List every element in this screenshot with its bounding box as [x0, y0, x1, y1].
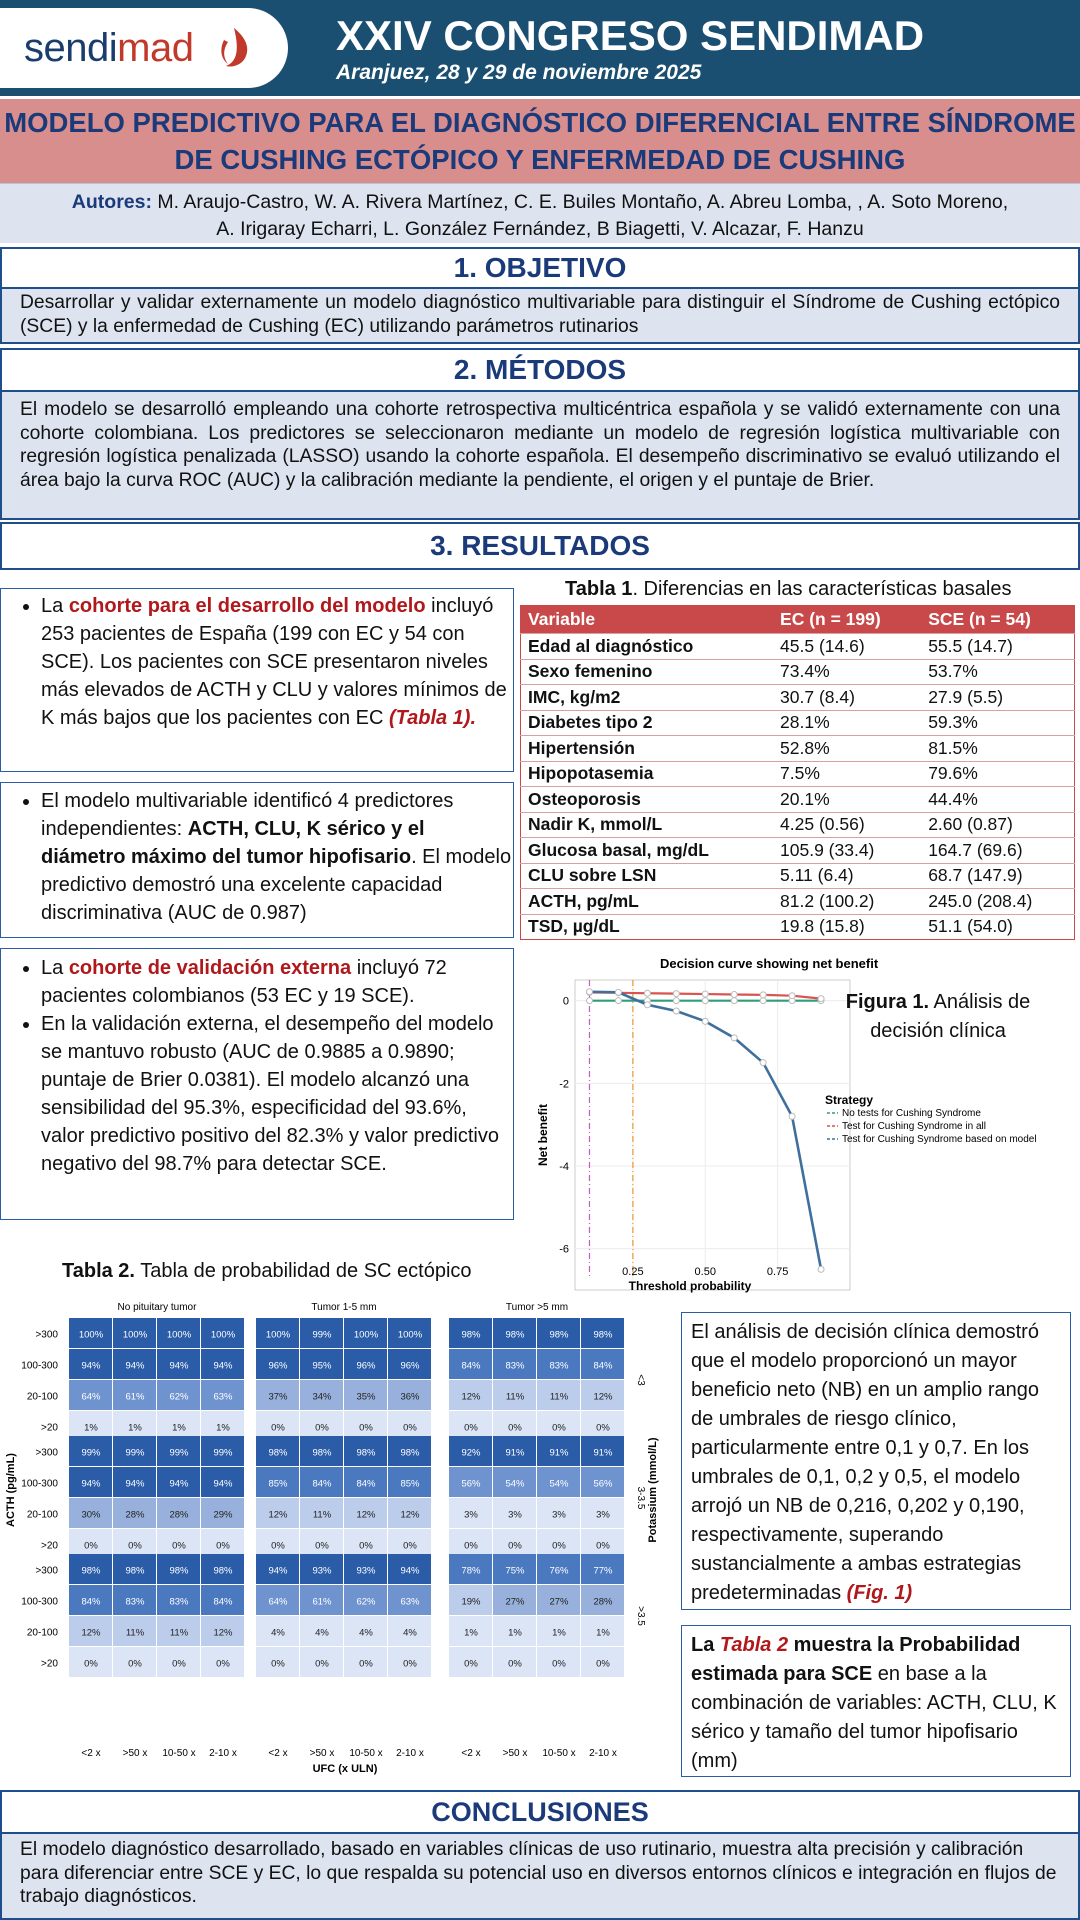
heatmap-value: 11%: [125, 1627, 145, 1639]
logo-text-part2: mad: [117, 26, 194, 70]
heatmap-value: 0%: [464, 1422, 478, 1434]
heatmap-value: 84%: [593, 1360, 613, 1372]
heatmap-value: 0%: [508, 1422, 522, 1434]
heatmap-value: 94%: [169, 1478, 189, 1490]
heatmap-value: 1%: [216, 1422, 230, 1434]
table1-row: [521, 710, 1075, 736]
table1-row: [521, 659, 1075, 685]
heatmap-value: 94%: [400, 1565, 420, 1577]
table1-header-row: [521, 606, 1075, 634]
data-point: [586, 998, 592, 1004]
heatmap-value: 3%: [596, 1509, 610, 1521]
table1-cell: 81.2 (100.2): [773, 889, 921, 915]
title-line-2: DE CUSHING ECTÓPICO Y ENFERMEDAD DE CUSHING: [174, 144, 906, 175]
heatmap-value: 0%: [552, 1658, 566, 1670]
data-point: [586, 989, 592, 995]
heatmap-value: 61%: [312, 1596, 332, 1608]
table1-cell: 164.7 (69.6): [921, 838, 1074, 864]
heatmap-value: 54%: [505, 1478, 525, 1490]
heatmap-value: 27%: [505, 1596, 525, 1608]
table1-cell: 55.5 (14.7): [921, 634, 1074, 660]
heatmap-value: 12%: [356, 1509, 376, 1521]
table1-row: [521, 736, 1075, 762]
data-point: [731, 998, 737, 1004]
table2-description: La Tabla 2 muestra la Probabilidad estimada para SCE en base a la combinación de variables: ACTH, CLU, K sérico y tamaño del tumor hipofisario (mm): [681, 1625, 1071, 1777]
table1-cell: CLU sobre LSN: [521, 863, 774, 889]
potassium-label: <3: [635, 1374, 646, 1386]
heatmap-value: 99%: [169, 1447, 189, 1459]
heatmap-value: 85%: [400, 1478, 420, 1490]
data-point: [760, 998, 766, 1004]
table1-cell: 28.1%: [773, 710, 921, 736]
congress-title: XXIV CONGRESO SENDIMAD: [336, 12, 925, 59]
probability-heatmap: [0, 1290, 660, 1780]
heatmap-value: 83%: [549, 1360, 569, 1372]
heatmap-value: 0%: [216, 1540, 230, 1552]
heatmap-right-axis-label: Potassium (mmol/L): [647, 1437, 659, 1543]
table1-row: [521, 914, 1075, 940]
heatmap-value: 1%: [128, 1422, 142, 1434]
table1-cell: 81.5%: [921, 736, 1074, 762]
data-point: [731, 991, 737, 997]
heatmap-value: 63%: [213, 1391, 233, 1403]
heatmap-value: 0%: [216, 1658, 230, 1670]
heatmap-value: 56%: [593, 1478, 613, 1490]
heatmap-value: 96%: [356, 1360, 376, 1372]
heatmap-value: 94%: [213, 1478, 233, 1490]
y-tick-label: -4: [559, 1161, 569, 1173]
heatmap-value: 0%: [464, 1540, 478, 1552]
heatmap-value: 12%: [213, 1627, 233, 1639]
y-tick-label: 0: [562, 995, 569, 1008]
heatmap-value: 94%: [81, 1478, 101, 1490]
heatmap-row-label: >20: [41, 1540, 58, 1552]
table1-cell: 68.7 (147.9): [921, 863, 1074, 889]
heatmap-value: 99%: [125, 1447, 145, 1459]
heatmap-value: 0%: [128, 1540, 142, 1552]
heatmap-x-axis-label: UFC (x ULN): [312, 1763, 378, 1775]
heatmap-value: 28%: [125, 1509, 145, 1521]
heatmap-value: 98%: [125, 1565, 145, 1577]
authors-line-1: M. Araujo-Castro, W. A. Rivera Martínez, C. E. Builes Montaño, A. Abreu Lomba, , A. Soto Moreno,: [151, 191, 1009, 213]
heatmap-row-label: 100-300: [21, 1478, 58, 1490]
conclusiones-text: El modelo diagnóstico desarrollado, basado en variables clínicas de uso rutinario, muestra alta precisión y calibración para diferenciar entre SCE y EC, lo que respalda su potencial uso en diversos entornos clínicos e integración en flujos de trabajo diagnósticos.: [0, 1834, 1080, 1920]
heatmap-col-label: >50 x: [122, 1748, 148, 1759]
table1-cell: 245.0 (208.4): [921, 889, 1074, 915]
poster-title: [0, 99, 1080, 183]
heatmap-value: 84%: [461, 1360, 481, 1372]
potassium-label: >3.5: [635, 1606, 646, 1626]
heatmap-value: 11%: [312, 1509, 332, 1521]
flame-logo-icon: [210, 24, 258, 72]
table1-cell: IMC, kg/m2: [521, 685, 774, 711]
heatmap-value: 0%: [508, 1658, 522, 1670]
heatmap-value: 0%: [84, 1658, 98, 1670]
data-point: [673, 1008, 679, 1014]
heatmap-value: 34%: [312, 1391, 332, 1403]
heatmap-value: 0%: [359, 1540, 373, 1552]
heatmap-value: 93%: [356, 1565, 376, 1577]
heatmap-col-label: 2-10 x: [209, 1748, 237, 1759]
congress-subtitle: Aranjuez, 28 y 29 de noviembre 2025: [336, 61, 702, 84]
heatmap-value: 0%: [315, 1658, 329, 1670]
x-tick-label: 0.50: [694, 1266, 716, 1278]
heatmap-value: 75%: [505, 1565, 525, 1577]
heatmap-value: 100%: [265, 1329, 291, 1341]
conclusiones-heading: CONCLUSIONES: [0, 1790, 1080, 1834]
heatmap-value: 30%: [81, 1509, 101, 1521]
heatmap-value: 19%: [461, 1596, 481, 1608]
heatmap-value: 96%: [400, 1360, 420, 1372]
heatmap-value: 91%: [505, 1447, 525, 1459]
heatmap-value: 0%: [172, 1540, 186, 1552]
table1-cell: ACTH, pg/mL: [521, 889, 774, 915]
table1-cell: Osteoporosis: [521, 787, 774, 813]
table1-cell: Diabetes tipo 2: [521, 710, 774, 736]
heatmap-value: 11%: [505, 1391, 525, 1403]
metodos-text: El modelo se desarrolló empleando una cohorte retrospectiva multicéntrica española y se validó externamente con una cohorte colombiana. Los predictores se seleccionaron mediante un modelo de regresión logística multivariable con regresión logística penalizada (LASSO) usando la cohorte española. El desempeño discriminativo se evaluó utilizando el área bajo la curva ROC (AUC) y la calibración mediante la pendiente, el origen y el puntaje de Brier.: [0, 392, 1080, 520]
objetivo-text: Desarrollar y validar externamente un modelo diagnóstico multivariable para distinguir el Síndrome de Cushing ectópico (SCE) y la enfermedad de Cushing (EC) utilizando parámetros rutinarios: [0, 289, 1080, 344]
heatmap-value: 0%: [552, 1422, 566, 1434]
heatmap-value: 4%: [403, 1627, 417, 1639]
table1-caption: Tabla 1. Diferencias en las características basales: [565, 578, 1012, 600]
table1-cell: 44.4%: [921, 787, 1074, 813]
heatmap-value: 0%: [596, 1658, 610, 1670]
heatmap-value: 0%: [464, 1658, 478, 1670]
heatmap-value: 1%: [596, 1627, 610, 1639]
heatmap-value: 64%: [268, 1596, 288, 1608]
resultados-heading: 3. RESULTADOS: [0, 522, 1080, 570]
heatmap-value: 92%: [461, 1447, 481, 1459]
data-point: [789, 1113, 795, 1119]
heatmap-value: 94%: [169, 1360, 189, 1372]
table1-cell: 73.4%: [773, 659, 921, 685]
result-bullet-3: • La cohorte de validación externa incluyó 72 pacientes colombianos (53 EC y 19 SCE).: [41, 954, 513, 1010]
heatmap-value: 0%: [271, 1658, 285, 1670]
table1-header: SCE (n = 54): [921, 606, 1074, 634]
heatmap-value: 12%: [400, 1509, 420, 1521]
heatmap-value: 0%: [403, 1422, 417, 1434]
heatmap-value: 0%: [315, 1540, 329, 1552]
heatmap-value: 100%: [78, 1329, 104, 1341]
heatmap-value: 4%: [271, 1627, 285, 1639]
table1-row: [521, 761, 1075, 787]
legend-title: Strategy: [825, 1093, 874, 1107]
table1-cell: 59.3%: [921, 710, 1074, 736]
heatmap-value: 84%: [81, 1596, 101, 1608]
table1-row: [521, 812, 1075, 838]
heatmap-col-label: 10-50 x: [349, 1748, 383, 1759]
data-point: [615, 998, 621, 1004]
table1-cell: 27.9 (5.5): [921, 685, 1074, 711]
heatmap-row-label: >300: [35, 1329, 58, 1341]
result-box-2: [0, 782, 514, 938]
table1-cell: 5.11 (6.4): [773, 863, 921, 889]
heatmap-value: 76%: [549, 1565, 569, 1577]
heatmap-value: 11%: [549, 1391, 569, 1403]
data-point: [702, 1018, 708, 1024]
y-tick-label: -6: [559, 1243, 569, 1256]
heatmap-row-label: 100-300: [21, 1596, 58, 1608]
data-point: [702, 991, 708, 997]
heatmap-value: 29%: [213, 1509, 233, 1521]
heatmap-value: 56%: [461, 1478, 481, 1490]
table1-cell: 4.25 (0.56): [773, 812, 921, 838]
heatmap-value: 98%: [312, 1447, 332, 1459]
heatmap-value: 0%: [403, 1540, 417, 1552]
heatmap-col-label: >50 x: [309, 1748, 335, 1759]
heatmap-value: 12%: [81, 1627, 101, 1639]
heatmap-value: 83%: [505, 1360, 525, 1372]
heatmap-value: 100%: [397, 1329, 423, 1341]
result-bullet-1: • La cohorte para el desarrollo del modelo incluyó 253 pacientes de España (199 con EC y 54 con SCE). Los pacientes con SCE presentaron niveles más elevados de ACTH y CLU y valores mínimos de K más bajos que los pacientes con EC (Tabla 1).: [41, 592, 513, 732]
table1-header: Variable: [521, 606, 774, 634]
heatmap-col-label: 2-10 x: [396, 1748, 424, 1759]
heatmap-value: 100%: [122, 1329, 148, 1341]
table1-cell: Hipertensión: [521, 736, 774, 762]
heatmap-value: 1%: [464, 1627, 478, 1639]
table1-row: [521, 838, 1075, 864]
heatmap-value: 11%: [169, 1627, 189, 1639]
heatmap-value: 0%: [172, 1658, 186, 1670]
heatmap-value: 28%: [593, 1596, 613, 1608]
heatmap-value: 0%: [359, 1658, 373, 1670]
authors-label: Autores:: [71, 191, 152, 213]
data-point: [673, 991, 679, 997]
chart-xlabel: Threshold probability: [628, 1279, 752, 1293]
heatmap-value: 95%: [312, 1360, 332, 1372]
table1-cell: Edad al diagnóstico: [521, 634, 774, 660]
heatmap-value: 37%: [268, 1391, 288, 1403]
table1-cell: 2.60 (0.87): [921, 812, 1074, 838]
heatmap-col-label: >50 x: [502, 1748, 528, 1759]
heatmap-value: 94%: [81, 1360, 101, 1372]
data-point: [615, 989, 621, 995]
table1-cell: 51.1 (54.0): [921, 914, 1074, 940]
table2-caption: Tabla 2. Tabla de probabilidad de SC ectópico: [62, 1260, 472, 1282]
heatmap-value: 94%: [125, 1360, 145, 1372]
heatmap-value: 99%: [213, 1447, 233, 1459]
data-point: [760, 992, 766, 998]
sendimad-logo: [24, 26, 193, 71]
heatmap-value: 84%: [356, 1478, 376, 1490]
table1-row: [521, 787, 1075, 813]
table1-row: [521, 863, 1075, 889]
heatmap-col-label: 10-50 x: [542, 1748, 576, 1759]
heatmap-value: 84%: [312, 1478, 332, 1490]
heatmap-value: 100%: [210, 1329, 236, 1341]
table1-cell: Nadir K, mmol/L: [521, 812, 774, 838]
decision-analysis-text: El análisis de decisión clínica demostró que el modelo proporcionó un mayor beneficio neto (NB) en un amplio rango de umbrales de riesgo clínico, particularmente entre 0,1 y 0,7. En los umbrales de 0,1, 0,2 y 0,5, el modelo arrojó un NB de 0,216, 0,202 y 0,190, respectivamente, superando sustancialmente a ambas estrategias predeterminadas (Fig. 1): [681, 1312, 1071, 1610]
data-point: [760, 1060, 766, 1066]
table1: [520, 605, 1075, 940]
data-point: [673, 998, 679, 1004]
heatmap-col-label: <2 x: [461, 1748, 481, 1759]
heatmap-value: 0%: [403, 1658, 417, 1670]
potassium-label: 3-3.5: [635, 1486, 646, 1510]
heatmap-value: 98%: [268, 1447, 288, 1459]
heatmap-value: 98%: [169, 1565, 189, 1577]
heatmap-value: 94%: [213, 1360, 233, 1372]
table1-cell: 45.5 (14.6): [773, 634, 921, 660]
heatmap-value: 0%: [596, 1540, 610, 1552]
table1-row: [521, 889, 1075, 915]
table1-cell: TSD, µg/dL: [521, 914, 774, 940]
table1-cell: Sexo femenino: [521, 659, 774, 685]
table1-cell: 19.8 (15.8): [773, 914, 921, 940]
heatmap-value: 62%: [356, 1596, 376, 1608]
heatmap-row-label: 100-300: [21, 1360, 58, 1372]
table1-cell: 7.5%: [773, 761, 921, 787]
heatmap-value: 98%: [213, 1565, 233, 1577]
heatmap-value: 0%: [84, 1540, 98, 1552]
heatmap-value: 54%: [549, 1478, 569, 1490]
legend-entry: Test for Cushing Syndrome in all: [842, 1121, 986, 1132]
table1-cell: 20.1%: [773, 787, 921, 813]
heatmap-value: 98%: [549, 1329, 569, 1341]
heatmap-value: 0%: [315, 1422, 329, 1434]
table1-header: EC (n = 199): [773, 606, 921, 634]
table1-cell: 53.7%: [921, 659, 1074, 685]
data-point: [818, 996, 824, 1002]
heatmap-col-label: <2 x: [81, 1748, 101, 1759]
x-tick-label: 0.25: [622, 1266, 644, 1278]
heatmap-value: 78%: [461, 1565, 481, 1577]
table1-cell: 52.8%: [773, 736, 921, 762]
heatmap-value: 100%: [166, 1329, 192, 1341]
table1-row: [521, 685, 1075, 711]
heatmap-value: 62%: [169, 1391, 189, 1403]
legend-entry: Test for Cushing Syndrome based on model: [842, 1134, 1037, 1145]
heatmap-group-label: Tumor >5 mm: [505, 1302, 569, 1313]
heatmap-group-label: No pituitary tumor: [117, 1302, 197, 1313]
data-point: [818, 1266, 824, 1272]
heatmap-value: 12%: [461, 1391, 481, 1403]
chart-title: Decision curve showing net benefit: [660, 956, 879, 971]
heatmap-value: 0%: [359, 1422, 373, 1434]
heatmap-value: 36%: [400, 1391, 420, 1403]
logo-text-part1: sendi: [24, 26, 118, 70]
heatmap-value: 96%: [268, 1360, 288, 1372]
heatmap-value: 1%: [508, 1627, 522, 1639]
chart-ylabel: Net benefit: [536, 1103, 550, 1167]
heatmap-value: 12%: [593, 1391, 613, 1403]
data-point: [789, 993, 795, 999]
objetivo-heading: 1. OBJETIVO: [0, 247, 1080, 289]
y-tick-label: -2: [559, 1078, 569, 1091]
heatmap-value: 1%: [172, 1422, 186, 1434]
heatmap-value: 77%: [593, 1565, 613, 1577]
heatmap-row-label: >300: [35, 1565, 58, 1577]
authors-block: [0, 183, 1080, 243]
heatmap-value: 83%: [169, 1596, 189, 1608]
result-box-3: [0, 948, 514, 1220]
heatmap-value: 0%: [271, 1422, 285, 1434]
table1-cell: Hipopotasemia: [521, 761, 774, 787]
heatmap-value: 3%: [552, 1509, 566, 1521]
heatmap-col-label: <2 x: [268, 1748, 288, 1759]
heatmap-value: 84%: [213, 1596, 233, 1608]
data-point: [644, 990, 650, 996]
heatmap-row-label: 20-100: [26, 1509, 58, 1521]
heatmap-value: 61%: [125, 1391, 145, 1403]
metodos-heading: 2. MÉTODOS: [0, 348, 1080, 392]
heatmap-value: 98%: [505, 1329, 525, 1341]
table1-row: [521, 634, 1075, 660]
heatmap-value: 3%: [464, 1509, 478, 1521]
title-line-1: MODELO PREDICTIVO PARA EL DIAGNÓSTICO DIFERENCIAL ENTRE SÍNDROME: [4, 107, 1076, 138]
heatmap-value: 99%: [312, 1329, 332, 1341]
heatmap-value: 93%: [312, 1565, 332, 1577]
table1-cell: 30.7 (8.4): [773, 685, 921, 711]
result-bullet-4: • En la validación externa, el desempeño del modelo se mantuvo robusto (AUC de 0.9885 a 0.9890; puntaje de Brier 0.0381). El modelo alcanzó una sensibilidad del 95.3%, especificidad del 93.6%, valor predictivo positivo del 82.3% y valor predictivo negativo del 98.7% para detectar SCE.: [41, 1010, 513, 1178]
figure1-caption: Figura 1. Análisis de decisión clínica: [845, 991, 1031, 1042]
heatmap-row-label: 20-100: [26, 1627, 58, 1639]
heatmap-value: 28%: [169, 1509, 189, 1521]
legend-entry: No tests for Cushing Syndrome: [842, 1108, 981, 1119]
authors-line-2: A. Irigaray Echarri, L. González Fernández, B Biagetti, V. Alcazar, F. Hanzu: [216, 218, 864, 240]
table1-cell: Glucosa basal, mg/dL: [521, 838, 774, 864]
result-box-1: [0, 588, 514, 772]
data-point: [644, 1002, 650, 1008]
heatmap-value: 0%: [596, 1422, 610, 1434]
heatmap-value: 99%: [81, 1447, 101, 1459]
heatmap-value: 3%: [508, 1509, 522, 1521]
table1-cell: 79.6%: [921, 761, 1074, 787]
heatmap-value: 91%: [593, 1447, 613, 1459]
heatmap-value: 0%: [271, 1540, 285, 1552]
heatmap-value: 0%: [552, 1540, 566, 1552]
table1-cell: 105.9 (33.4): [773, 838, 921, 864]
heatmap-value: 4%: [315, 1627, 329, 1639]
heatmap-value: 98%: [461, 1329, 481, 1341]
heatmap-group-label: Tumor 1-5 mm: [311, 1302, 377, 1313]
data-point: [731, 1035, 737, 1041]
heatmap-value: 91%: [549, 1447, 569, 1459]
heatmap-col-label: 10-50 x: [162, 1748, 196, 1759]
heatmap-value: 4%: [359, 1627, 373, 1639]
heatmap-value: 98%: [400, 1447, 420, 1459]
heatmap-value: 94%: [125, 1478, 145, 1490]
heatmap-value: 35%: [356, 1391, 376, 1403]
heatmap-value: 1%: [84, 1422, 98, 1434]
heatmap-value: 98%: [81, 1565, 101, 1577]
heatmap-row-label: >20: [41, 1422, 58, 1434]
heatmap-row-label: >20: [41, 1658, 58, 1670]
data-point: [702, 998, 708, 1004]
heatmap-value: 27%: [549, 1596, 569, 1608]
heatmap-value: 100%: [353, 1329, 379, 1341]
heatmap-value: 98%: [356, 1447, 376, 1459]
heatmap-value: 63%: [400, 1596, 420, 1608]
x-tick-label: 0.75: [766, 1266, 789, 1278]
heatmap-value: 83%: [125, 1596, 145, 1608]
heatmap-value: 94%: [268, 1565, 288, 1577]
heatmap-row-label: 20-100: [26, 1391, 58, 1403]
heatmap-value: 64%: [81, 1391, 101, 1403]
heatmap-y-axis-label: ACTH (pg/mL): [5, 1453, 17, 1527]
heatmap-value: 85%: [268, 1478, 288, 1490]
heatmap-value: 98%: [593, 1329, 613, 1341]
heatmap-value: 1%: [552, 1627, 566, 1639]
heatmap-row-label: >300: [35, 1447, 58, 1459]
heatmap-value: 0%: [508, 1540, 522, 1552]
result-bullet-2: • El modelo multivariable identificó 4 predictores independientes: ACTH, CLU, K sérico y el diámetro máximo del tumor hipofisario. El modelo predictivo demostró una excelente capacidad discriminativa (AUC de 0.987): [41, 787, 513, 927]
heatmap-value: 12%: [268, 1509, 288, 1521]
heatmap-value: 0%: [128, 1658, 142, 1670]
heatmap-col-label: 2-10 x: [589, 1748, 617, 1759]
